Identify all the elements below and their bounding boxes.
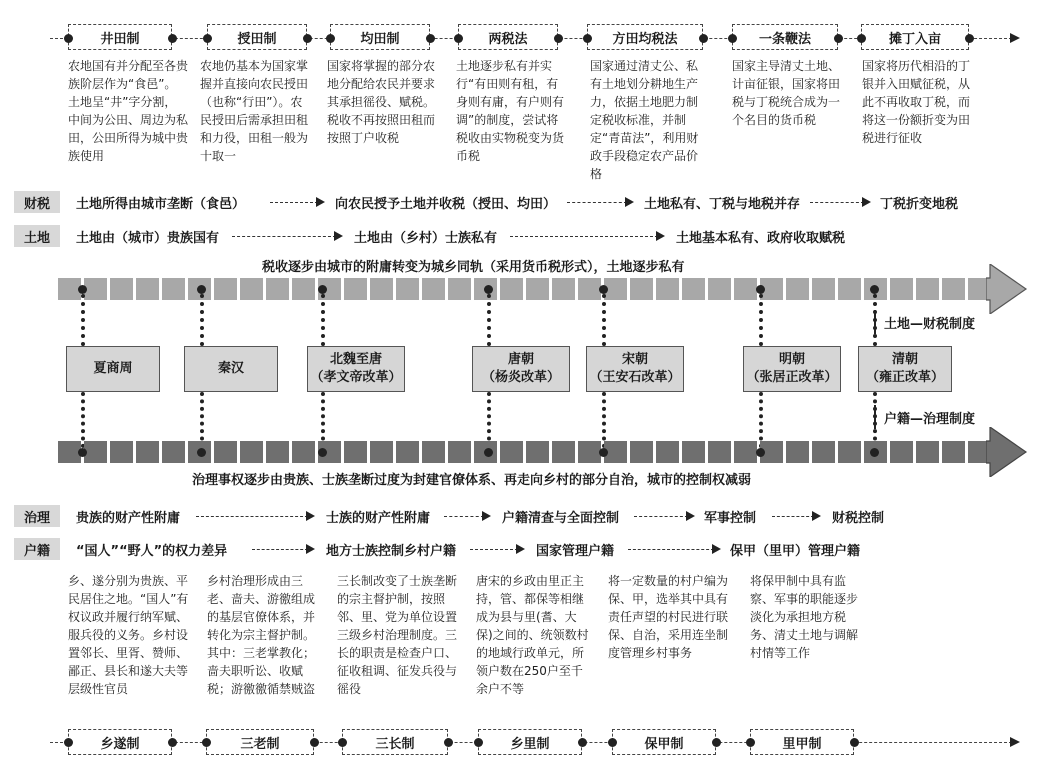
- bottom-timeline-dot: [850, 738, 859, 747]
- tudi-item: 土地由（城市）贵族国有: [76, 231, 220, 246]
- era-box-tang: [472, 346, 570, 392]
- bottom-system-desc: 将保甲制中具有监察、军事的职能逐步淡化为承担地方税务、清丈土地与调解村情等工作: [750, 574, 859, 660]
- bottom-timeline-dot: [578, 738, 587, 747]
- zhili-arrow-line: [634, 516, 688, 517]
- zhili-arrow-icon: [686, 511, 695, 521]
- era-link: [200, 392, 204, 448]
- side-tick: [874, 310, 876, 334]
- top-system-shoutian: 授田制: [207, 24, 307, 50]
- band-bottom-dot: [318, 448, 327, 457]
- row-label-huji: 户籍: [14, 538, 60, 560]
- era-link: [487, 392, 491, 448]
- zhili-arrow-line: [196, 516, 308, 517]
- bottom-system-desc: 乡村治理形成由三老、啬夫、游徼组成的基层官僚体系，并转化为宗主督护制。其中：三老掌教化；啬夫职听讼、收赋税；游徼徼循禁贼盗: [207, 574, 316, 696]
- bottom-system-xiangli: 乡里制: [478, 729, 582, 755]
- era-name: 秦汉: [217, 361, 244, 376]
- bottom-timeline-dot: [746, 738, 755, 747]
- top-timeline-dot: [303, 34, 312, 43]
- era-name: 清朝: [891, 352, 918, 367]
- era-box-xiashangzhou: [66, 346, 160, 392]
- caishui-arrow-line: [810, 202, 864, 203]
- zhili-arrow-icon: [812, 511, 821, 521]
- top-system-yitiaobian: 一条鞭法: [732, 24, 838, 50]
- huji-item: 地方士族控制乡村户籍: [326, 544, 457, 559]
- zhili-arrow-icon: [306, 511, 315, 521]
- caishui-item: 土地私有、丁税与地税并存: [644, 197, 801, 212]
- band-top-title: 税收逐步由城市的附庸转变为城乡同轨（采用货币税形式），土地逐步私有: [262, 260, 685, 275]
- era-box-song: [586, 346, 684, 392]
- era-link: [81, 392, 85, 448]
- zhili-item: 士族的财产性附庸: [326, 511, 431, 526]
- era-sub: （杨炎改革）: [481, 370, 560, 385]
- caishui-item: 土地所得由城市垄断（食邑）: [76, 197, 246, 212]
- top-system-desc: 国家主导清丈土地、计亩征银，国家将田税与丁税统合成为一个名目的货币税: [732, 59, 841, 127]
- band-bottom-dot: [756, 448, 765, 457]
- caishui-item: 向农民授予土地并收税（授田、均田）: [335, 197, 557, 212]
- top-system-desc: 农地仍基本为国家掌握并直接向农民授田（也称“行田”）。农民授田后需承担田租和力役，田租一般为十取一: [200, 59, 309, 163]
- era-box-qing: [858, 346, 952, 392]
- bottom-system-desc: 将一定数量的村户编为保、甲，选举其中具有责任声望的村民进行联保、自治，采用连坐制度管理乡村事务: [608, 574, 729, 660]
- huji-item: 国家管理户籍: [536, 544, 615, 559]
- era-link: [602, 294, 606, 346]
- band-top-dot: [756, 285, 765, 294]
- huji-arrow-line: [470, 549, 518, 550]
- era-sub: （雍正改革）: [865, 370, 944, 385]
- era-sub: （孝文帝改革）: [310, 370, 402, 385]
- band-top-dot: [484, 285, 493, 294]
- top-system-desc: 土地逐步私有并实行“有田则有租，有身则有庸，有户则有调”的制度，尝试将税收由实物税变为货币税: [456, 59, 565, 163]
- era-name: 唐朝: [507, 352, 534, 367]
- side-tick: [874, 405, 876, 429]
- top-timeline-dot: [426, 34, 435, 43]
- era-name: 宋朝: [621, 352, 648, 367]
- zhili-item: 军事控制: [704, 511, 757, 526]
- band-top-dot: [197, 285, 206, 294]
- era-box-beiwei: [307, 346, 405, 392]
- top-timeline-dot: [834, 34, 843, 43]
- band-bottom-dot: [78, 448, 87, 457]
- bottom-system-xiangsui: 乡遂制: [68, 729, 172, 755]
- bottom-timeline-dot: [474, 738, 483, 747]
- huji-item: 保甲（里甲）管理户籍: [730, 544, 861, 559]
- era-link: [759, 392, 763, 448]
- top-timeline-dot: [857, 34, 866, 43]
- era-sub: （张居正改革）: [746, 370, 838, 385]
- tudi-arrow-line: [510, 236, 658, 237]
- era-link: [81, 294, 85, 346]
- huji-arrow-line: [628, 549, 714, 550]
- huji-item: “国人”“野人”的权力差异: [76, 544, 228, 559]
- top-timeline-dot: [64, 34, 73, 43]
- huji-arrow-icon: [712, 544, 721, 554]
- bottom-system-sanzhang: 三长制: [342, 729, 448, 755]
- band-top-dot: [870, 285, 879, 294]
- top-timeline-dot: [454, 34, 463, 43]
- bottom-system-desc: 乡、遂分别为贵族、平民居住之地。“国人”有权议政并履行纳军赋、服兵役的义务。乡村设置邻长、里胥、赞师、鄙正、县长和遂大夫等层级性官员: [68, 574, 189, 696]
- caishui-arrow-icon: [862, 197, 871, 207]
- tudi-arrow-icon: [656, 231, 665, 241]
- zhili-item: 贵族的财产性附庸: [76, 511, 181, 526]
- bottom-timeline-dot: [608, 738, 617, 747]
- top-system-desc: 农地国有并分配至各贵族阶层作为“食邑”。土地呈“井”字分割，中间为公田、周边为私田，公田所得为城中贵族使用: [68, 59, 189, 163]
- bottom-system-desc: 三长制改变了士族垄断的宗主督护制，按照邻、里、党为单位设置三级乡村治理制度。三长的职责是检查户口、征收租调、征发兵役与徭役: [337, 574, 458, 696]
- bottom-system-desc: 唐宋的乡政由里正主持，管、都保等相继成为县与里(耆、大保)之间的、统领数村的地域行政单元，所领户数在250户至千余户不等: [476, 574, 589, 696]
- bottom-timeline-dot: [444, 738, 453, 747]
- era-link: [321, 392, 325, 448]
- era-name: 北魏至唐: [329, 352, 382, 367]
- bottom-timeline-dot: [712, 738, 721, 747]
- top-system-desc: 国家将历代相沿的丁银并入田赋征税，从此不再收取丁税，而将这一份额折变为田税进行征收: [862, 59, 971, 145]
- top-system-tanding: 摊丁入亩: [861, 24, 969, 50]
- bottom-timeline-dot: [202, 738, 211, 747]
- bottom-timeline-dot: [168, 738, 177, 747]
- row-label-caishui: 财税: [14, 191, 60, 213]
- era-link: [602, 392, 606, 448]
- row-label-tudi: 土地: [14, 225, 60, 247]
- caishui-arrow-icon: [625, 197, 634, 207]
- row-label-zhili: 治理: [14, 505, 60, 527]
- era-link: [759, 294, 763, 346]
- top-system-desc: 国家将掌握的部分农地分配给农民并要求其承担徭役、赋税。税收不再按照田租而按照丁户收税: [327, 59, 436, 145]
- band-bottom-dot: [484, 448, 493, 457]
- top-system-juntian: 均田制: [330, 24, 430, 50]
- top-system-liangshui: 两税法: [458, 24, 558, 50]
- era-link: [200, 294, 204, 346]
- bottom-timeline-dot: [338, 738, 347, 747]
- band-top-dot: [599, 285, 608, 294]
- zhili-item: 财税控制: [832, 511, 885, 526]
- era-box-ming: [743, 346, 841, 392]
- bottom-system-sanlao: 三老制: [206, 729, 314, 755]
- zhili-arrow-icon: [482, 511, 491, 521]
- caishui-arrow-line: [270, 202, 318, 203]
- caishui-arrow-icon: [316, 197, 325, 207]
- top-system-jingtian: 井田制: [68, 24, 172, 50]
- era-sub: （王安石改革）: [589, 370, 681, 385]
- zhili-item: 户籍清查与全面控制: [502, 511, 620, 526]
- huji-arrow-icon: [306, 544, 315, 554]
- huji-arrow-line: [252, 549, 308, 550]
- top-timeline-dot: [554, 34, 563, 43]
- top-system-desc: 国家通过清丈公、私有土地划分耕地生产力，依据土地肥力制定税收标准，并制定“青苗法”，利用财政手段稳定农产品价格: [590, 59, 699, 181]
- band-top-dot: [78, 285, 87, 294]
- bottom-system-lijia: 里甲制: [750, 729, 854, 755]
- band-bottom-dot: [599, 448, 608, 457]
- caishui-arrow-line: [567, 202, 627, 203]
- top-timeline-arrow-icon: [1010, 33, 1020, 43]
- top-timeline-dot: [728, 34, 737, 43]
- top-system-fangtian: 方田均税法: [587, 24, 703, 50]
- side-label-land-fiscal: 土地—财税制度: [884, 317, 976, 332]
- band-bottom-arrow-icon: [986, 427, 1030, 477]
- band-bottom-dot: [197, 448, 206, 457]
- era-link: [487, 294, 491, 346]
- top-timeline-dot: [583, 34, 592, 43]
- tudi-arrow-icon: [334, 231, 343, 241]
- tudi-arrow-line: [232, 236, 336, 237]
- top-timeline-dot: [326, 34, 335, 43]
- bottom-timeline-arrow-icon: [1010, 737, 1020, 747]
- top-timeline-dot: [203, 34, 212, 43]
- era-name: 夏商周: [93, 361, 133, 376]
- caishui-item: 丁税折变地税: [880, 197, 959, 212]
- huji-arrow-icon: [516, 544, 525, 554]
- era-box-qinhan: [184, 346, 278, 392]
- bottom-timeline-dot: [310, 738, 319, 747]
- top-timeline-dot: [168, 34, 177, 43]
- band-top-arrow-icon: [986, 264, 1030, 314]
- era-link: [321, 294, 325, 346]
- tudi-item: 土地由（乡村）士族私有: [354, 231, 498, 246]
- bottom-system-baojia: 保甲制: [612, 729, 716, 755]
- band-bottom-title: 治理事权逐步由贵族、士族垄断过度为封建官僚体系、再走向乡村的部分自治，城市的控制权减弱: [192, 473, 752, 488]
- zhili-arrow-line: [444, 516, 484, 517]
- zhili-arrow-line: [772, 516, 814, 517]
- era-name: 明朝: [778, 352, 805, 367]
- bottom-timeline-dot: [64, 738, 73, 747]
- tudi-item: 土地基本私有、政府收取赋税: [676, 231, 846, 246]
- band-top-dot: [318, 285, 327, 294]
- side-label-household-gov: 户籍—治理制度: [884, 412, 976, 427]
- top-timeline-dot: [965, 34, 974, 43]
- band-bottom-dot: [870, 448, 879, 457]
- top-timeline-dot: [699, 34, 708, 43]
